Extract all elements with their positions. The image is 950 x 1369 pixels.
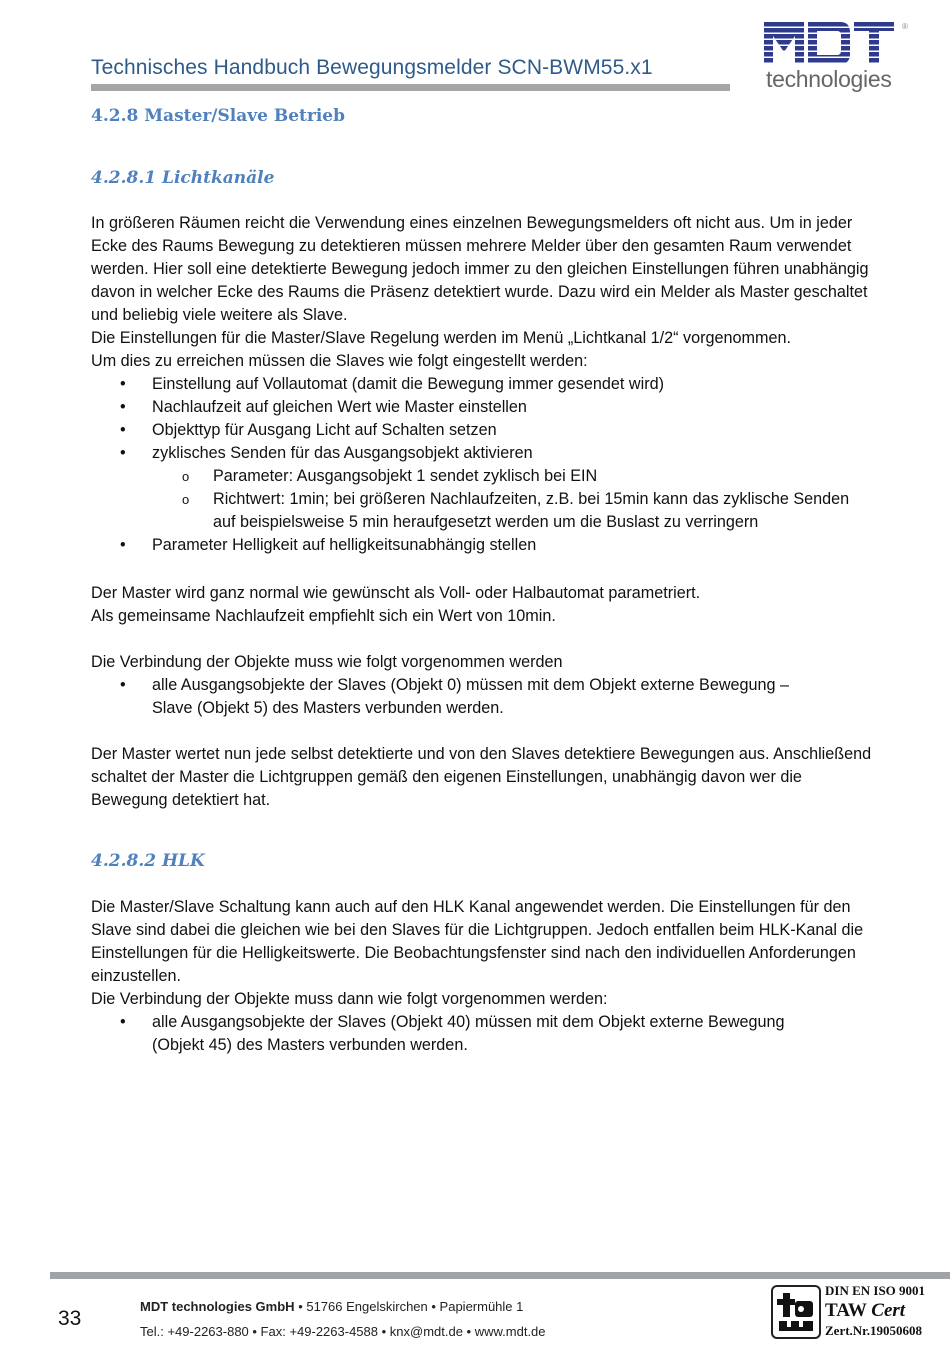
cyclic-sending-sublist (91, 465, 881, 534)
list-item: • Einstellung auf Vollautomat (damit die Bewegung immer gesendet wird) (91, 373, 881, 396)
bullet-icon: • (120, 676, 126, 694)
list-item: • Nachlaufzeit auf gleichen Wert wie Master einstellen (91, 396, 881, 419)
mdt-logo-icon (764, 22, 894, 64)
document-title: Technisches Handbuch Bewegungsmelder SCN-BWM55.x1 (91, 56, 653, 79)
paragraph: Die Einstellungen für die Master/Slave Regelung werden im Menü „Lichtkanal 1/2“ vorgenommen. (91, 329, 792, 347)
list-item: • zyklisches Senden für das Ausgangsobjekt aktivieren (91, 442, 881, 465)
iso-certificate-badge: DIN EN ISO 9001 TAW Cert Zert.Nr.19050608 (771, 1283, 946, 1343)
outro-paragraph: Der Master wertet nun jede selbst detektierte und von den Slaves detektiere Bewegungen aus. Anschließend schaltet der Master die Lichtgruppen gemäß den eigenen Einstellungen, unabhängig davon wer die Bewegung detektiert hat. (91, 745, 872, 809)
list-item: • Parameter Helligkeit auf helligkeitsunabhängig stellen (91, 534, 881, 557)
lichtkanaele-intro (91, 212, 881, 557)
sub-list-item: o Richtwert: 1min; bei größeren Nachlaufzeiten, z.B. bei 15min kann das zyklische Senden auf beispielsweise 5 min heraufgesetzt werden um die Buslast zu verringern (182, 490, 850, 531)
taw-logo-icon (771, 1285, 821, 1339)
connection-block: Die Verbindung der Objekte muss wie folgt vorgenommen werden • alle Ausgangsobjekte der Slaves (Objekt 0) müssen mit dem Objekt externe Bewegung – Slave (Objekt 5) des Masters verbunden werden. (91, 651, 831, 720)
footer-address: MDT technologies GmbH • 51766 Engelskirchen • Papiermühle 1 (140, 1299, 524, 1314)
paragraph: In größeren Räumen reicht die Verwendung eines einzelnen Bewegungsmelders oft nicht aus. Um in jeder Ecke des Raums Bewegung zu detektieren müssen mehrere Melder über den gesamten Raum verwendet werden. Hier soll eine detektierte Bewegung jedoch immer zu den gleichen Einstellungen führen unabhängig davon in welcher Ecke des Raums die Präsenz detektiert wurde. Dazu wird ein Melder als Master geschaltet und beliebig viele weitere als Slave. (91, 214, 869, 324)
list-item: • alle Ausgangsobjekte der Slaves (Objekt 40) müssen mit dem Objekt externe Bewegung (Objekt 45) des Masters verbunden werden. (120, 1013, 785, 1054)
hlk-block: Die Master/Slave Schaltung kann auch auf den HLK Kanal angewendet werden. Die Einstellungen für den Slave sind dabei die gleichen wie bei den Slaves für die Lichtgruppen. Jedoch entfallen beim HLK-Kanal die Einstellungen für die Helligkeitswerte. Die Beobachtungsfenster sind nach den individuellen Anforderungen einzustellen. Die Verbindung der Objekte muss dann wie folgt vorgenommen werden: • alle Ausgangsobjekte der Slaves (Objekt 40) müssen mit dem Objekt externe Bewegung (Objekt 45) des Masters verbunden werden. (91, 896, 881, 1057)
company-name: MDT technologies GmbH (140, 1299, 295, 1314)
circle-bullet-icon: o (182, 469, 190, 484)
registered-mark: ® (902, 22, 908, 31)
paragraph: Um dies zu erreichen müssen die Slaves wie folgt eingestellt werden: (91, 352, 588, 370)
list-item: • alle Ausgangsobjekte der Slaves (Objekt 0) müssen mit dem Objekt externe Bewegung – Slave (Objekt 5) des Masters verbunden werden. (120, 676, 790, 717)
list-item: • Objekttyp für Ausgang Licht auf Schalten setzen (91, 419, 881, 442)
header-divider (91, 84, 730, 91)
subsection-heading-lichtkanaele: 4.2.8.1 Lichtkanäle (91, 168, 275, 188)
subsection-heading-hlk: 4.2.8.2 HLK (91, 851, 205, 871)
section-heading: 4.2.8 Master/Slave Betrieb (91, 106, 345, 126)
master-text: Der Master wird ganz normal wie gewünscht als Voll- oder Halbautomat parametriert. Als gemeinsame Nachlaufzeit empfiehlt sich ein Wert von 10min. (91, 584, 701, 625)
slave-settings-list (91, 373, 881, 465)
logo-subtext: technologies (766, 66, 892, 92)
bullet-icon: • (120, 421, 126, 439)
footer-contact: Tel.: +49-2263-880 • Fax: +49-2263-4588 • knx@mdt.de • www.mdt.de (140, 1324, 546, 1339)
bullet-icon: • (120, 536, 126, 554)
footer-divider (50, 1272, 950, 1279)
mdt-logo (764, 22, 914, 98)
bullet-icon: • (120, 375, 126, 393)
circle-bullet-icon: o (182, 492, 190, 507)
page-number: 33 (58, 1307, 82, 1330)
sub-list-item: o Parameter: Ausgangsobjekt 1 sendet zyklisch bei EIN (91, 465, 881, 488)
bullet-icon: • (120, 444, 126, 462)
bullet-icon: • (120, 1013, 126, 1031)
bullet-icon: • (120, 398, 126, 416)
